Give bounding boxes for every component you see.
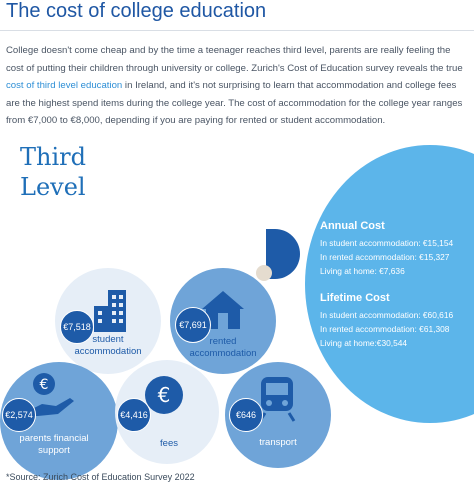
heading-line-1: Third xyxy=(20,143,86,171)
fees-label: fees xyxy=(160,438,178,449)
parents-support-label: parents financial support xyxy=(19,433,89,456)
annual-line: In student accommodation: €15,154 xyxy=(320,238,454,248)
svg-text:€: € xyxy=(39,377,49,393)
heading-line-2: Level xyxy=(20,173,86,201)
parents-support-amount: €2,574 xyxy=(2,398,36,432)
student-accommodation-amount: €7,518 xyxy=(60,310,94,344)
infographic-heading xyxy=(20,142,86,202)
transport-amount: €646 xyxy=(229,398,263,432)
lifetime-line: In rented accommodation: €61,308 xyxy=(320,324,450,334)
annual-line: In rented accommodation: €15,327 xyxy=(320,252,450,262)
train-icon xyxy=(257,375,297,423)
source-note: *Source: Zurich Cost of Education Survey 2022 xyxy=(6,472,195,482)
cost-link[interactable]: cost of third level education xyxy=(6,80,123,91)
intro-text-2: in Ireland, and it's not surprising to learn that accommodation and college fees are the highest spend items during the college year. The cost of accommodation for the college year ranges from €7,000 to €8,000, depending if you are paying for rented or student accommodation. xyxy=(6,80,463,126)
title-divider xyxy=(0,30,474,31)
lifetime-line: In student accommodation: €60,616 xyxy=(320,310,454,320)
fees-amount: €4,416 xyxy=(117,398,151,432)
rented-accommodation-amount: €7,691 xyxy=(175,307,211,343)
intro-text-1: College doesn't come cheap and by the time a teenager reaches third level, parents are really feeling the cost of putting their children through university or college. Zurich's Cost of Education survey reveals the true xyxy=(6,45,463,74)
student-accommodation-label: student accommodation xyxy=(74,334,142,357)
decorative-dot xyxy=(256,265,272,281)
intro-paragraph xyxy=(6,42,468,130)
annual-line: Living at home: €7,636 xyxy=(320,266,405,276)
rented-accommodation-label: rented accommodation xyxy=(189,336,257,359)
transport-label: transport xyxy=(259,437,297,448)
lifetime-line: Living at home:€30,544 xyxy=(320,338,408,348)
annual-cost-title: Annual Cost xyxy=(320,220,385,232)
lifetime-cost-title: Lifetime Cost xyxy=(320,292,390,304)
cost-summary xyxy=(320,220,470,352)
svg-text:€: € xyxy=(157,383,171,407)
building-icon xyxy=(88,288,138,334)
page-title: The cost of college education xyxy=(6,0,267,22)
